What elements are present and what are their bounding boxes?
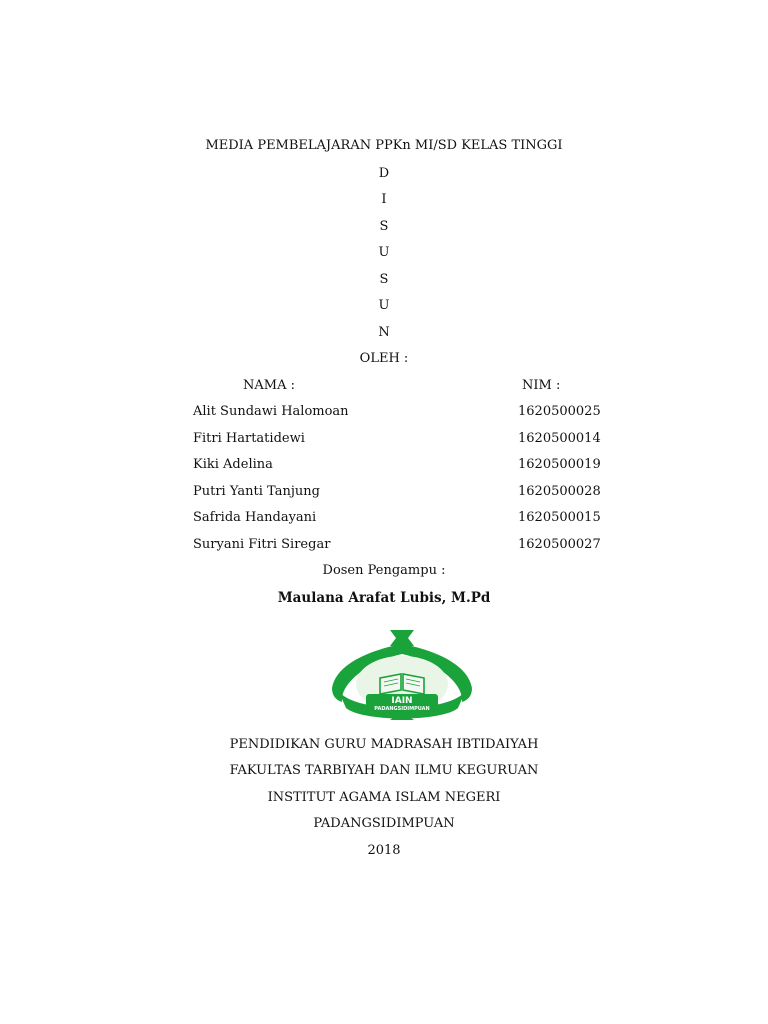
- member-name: Putri Yanti Tanjung: [193, 484, 320, 499]
- disusun-letter: I: [381, 192, 387, 207]
- lecturer-name: Maulana Arafat Lubis, M.Pd: [277, 590, 491, 606]
- iain-padangsidimpuan-logo: [322, 628, 482, 720]
- member-nim: 1620500019: [518, 457, 601, 472]
- footer-line: PENDIDIKAN GURU MADRASAH IBTIDAIYAH: [229, 737, 539, 752]
- footer-line: FAKULTAS TARBIYAH DAN ILMU KEGURUAN: [229, 763, 539, 778]
- disusun-letter: U: [378, 298, 390, 313]
- disusun-letter: S: [379, 272, 389, 287]
- member-nim: 1620500015: [518, 510, 601, 525]
- member-name: Alit Sundawi Halomoan: [193, 404, 349, 419]
- member-name: Safrida Handayani: [193, 510, 317, 525]
- disusun-letter: U: [378, 245, 390, 260]
- member-nim: 1620500027: [518, 537, 601, 552]
- member-name: Suryani Fitri Siregar: [193, 537, 331, 552]
- member-nim: 1620500014: [518, 431, 601, 446]
- document-title: MEDIA PEMBELAJARAN PPKn MI/SD KELAS TINGGI: [205, 138, 563, 153]
- member-name: Fitri Hartatidewi: [193, 431, 305, 446]
- logo-text-sub: PADANGSIDIMPUAN: [374, 706, 430, 712]
- member-nim: 1620500028: [518, 484, 601, 499]
- nim-column-header: NIM :: [522, 378, 561, 393]
- name-column-header: NAMA :: [243, 378, 295, 393]
- lecturer-label: Dosen Pengampu :: [322, 563, 446, 578]
- member-name: Kiki Adelina: [193, 457, 273, 472]
- disusun-letter: S: [379, 219, 389, 234]
- footer-line: INSTITUT AGAMA ISLAM NEGERI: [267, 790, 501, 805]
- disusun-letter: N: [378, 325, 390, 340]
- disusun-letter: D: [378, 166, 390, 181]
- footer-year: 2018: [367, 843, 401, 858]
- oleh-label: OLEH :: [359, 351, 409, 366]
- logo-text-main: IAIN: [391, 696, 413, 706]
- member-nim: 1620500025: [518, 404, 601, 419]
- footer-line: PADANGSIDIMPUAN: [313, 816, 455, 831]
